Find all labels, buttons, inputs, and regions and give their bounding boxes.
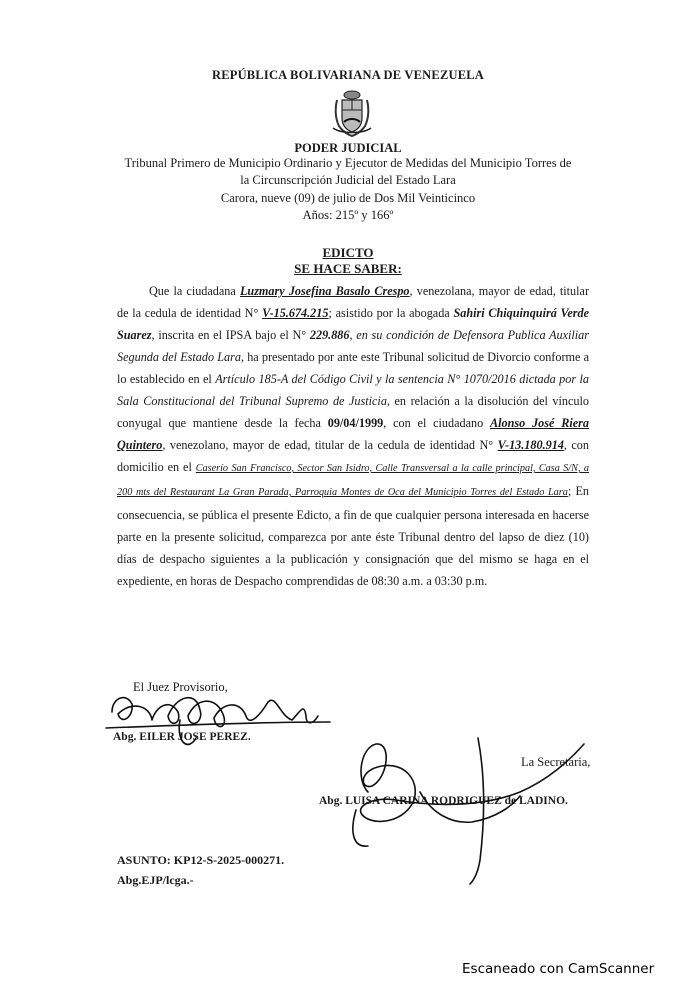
text-run: , venezolana, mayor de edad, titular de la cedula de identidad N° [117,284,589,320]
lawyer-role: en su condición de Defensora Publica Auxiliar Segunda del Estado Lara [117,328,590,364]
coat-of-arms-seal [329,88,375,138]
tribunal-line-1: Tribunal Primero de Municipio Ordinario y Ejecutor de Medidas del Municipio Torres de [124,156,572,170]
edict-title: EDICTO [322,245,374,260]
legal-basis: Artículo 185-A del Código Civil y la sentencia N° 1070/2016 dictada por la Sala Constitucional del Tribunal Supremo de Justicia [117,372,589,408]
text-run: , ha presentado por ante este Tribunal solicitud de Divorcio conforme a lo establecido en el [117,350,589,386]
judge-signature-underline [106,722,330,728]
text-run: , inscrita en el IPSA bajo el N° [151,328,310,342]
secretary-signature-vertical [470,738,484,884]
judge-signature-stroke [112,698,318,727]
document-initials: Abg.EJP/lcga.- [117,873,194,887]
date-line: Carora, nueve (09) de julio de Dos Mil Veinticinco [220,191,476,205]
text-run: , con el ciudadano [383,416,491,430]
case-subject: ASUNTO: KP12-S-2025-000271. [117,853,285,867]
ipsa-number: 229.886 [309,328,350,342]
lawyer-name: Sahiri Chiquinquirá Verde Suarez [117,306,589,342]
judge-title: El Juez Provisorio, [133,680,228,694]
text-run: , [349,328,357,342]
text-run: Que la ciudadana [149,284,240,298]
text-run: , venezolano, mayor de edad, titular de la cedula de identidad N° [162,438,498,452]
text-run: , en relación a la disolución del vínculo conyugal que mantiene desde la fecha [117,394,589,430]
scanner-watermark: Escaneado con CamScanner [462,961,655,977]
secretary-title: La Secretaria, [521,755,591,769]
edict-subtitle: SE HACE SABER: [294,261,402,276]
edict-body [117,280,589,592]
marriage-date: 09/04/1999 [327,416,384,430]
years-line: Años: 215º y 166º [302,208,394,222]
petitioner-id: V-15.674.215 [262,306,329,320]
respondent-id: V-13.180.914 [497,438,564,452]
text-run: , con domicilio en el [117,438,589,474]
edict-paragraph [117,280,589,592]
secretary-signature-tail [353,810,368,846]
petitioner-name: Luzmary Josefina Basalo Crespo [239,284,410,298]
respondent-address: Caserío San Francisco, Sector San Isidro, Calle Transversal a la calle principal, Casa S/N, a 200 mts del Restaurant La Gran Parada, Parroquia Montes de Oca del Municipio Torres del Estado Lara [117,463,589,498]
text-run: ; En consecuencia, se pública el presente Edicto, a fin de que cualquier persona interesada en hacerse parte en la presente solicitud, comparezca por ante éste Tribunal dentro del lapso de diez (10) días de despacho siguientes a la publicación y consignación que del mismo se haga en el expediente, en horas de Despacho comprendidas de 08:30 a.m. a 03:30 p.m. [117,484,589,588]
country-heading: REPÚBLICA BOLIVARIANA DE VENEZUELA [211,68,485,82]
text-run: ; asistido por la abogada [328,306,454,320]
branch-heading: PODER JUDICIAL [294,141,402,155]
respondent-name: Alonso José Riera Quintero [117,416,589,452]
secretary-name: Abg. LUISA CARINA RODRIGUEZ de LADINO. [319,795,568,807]
judge-name: Abg. EILER JOSE PEREZ. [113,731,251,743]
tribunal-line-2: la Circunscripción Judicial del Estado Lara [240,173,456,187]
